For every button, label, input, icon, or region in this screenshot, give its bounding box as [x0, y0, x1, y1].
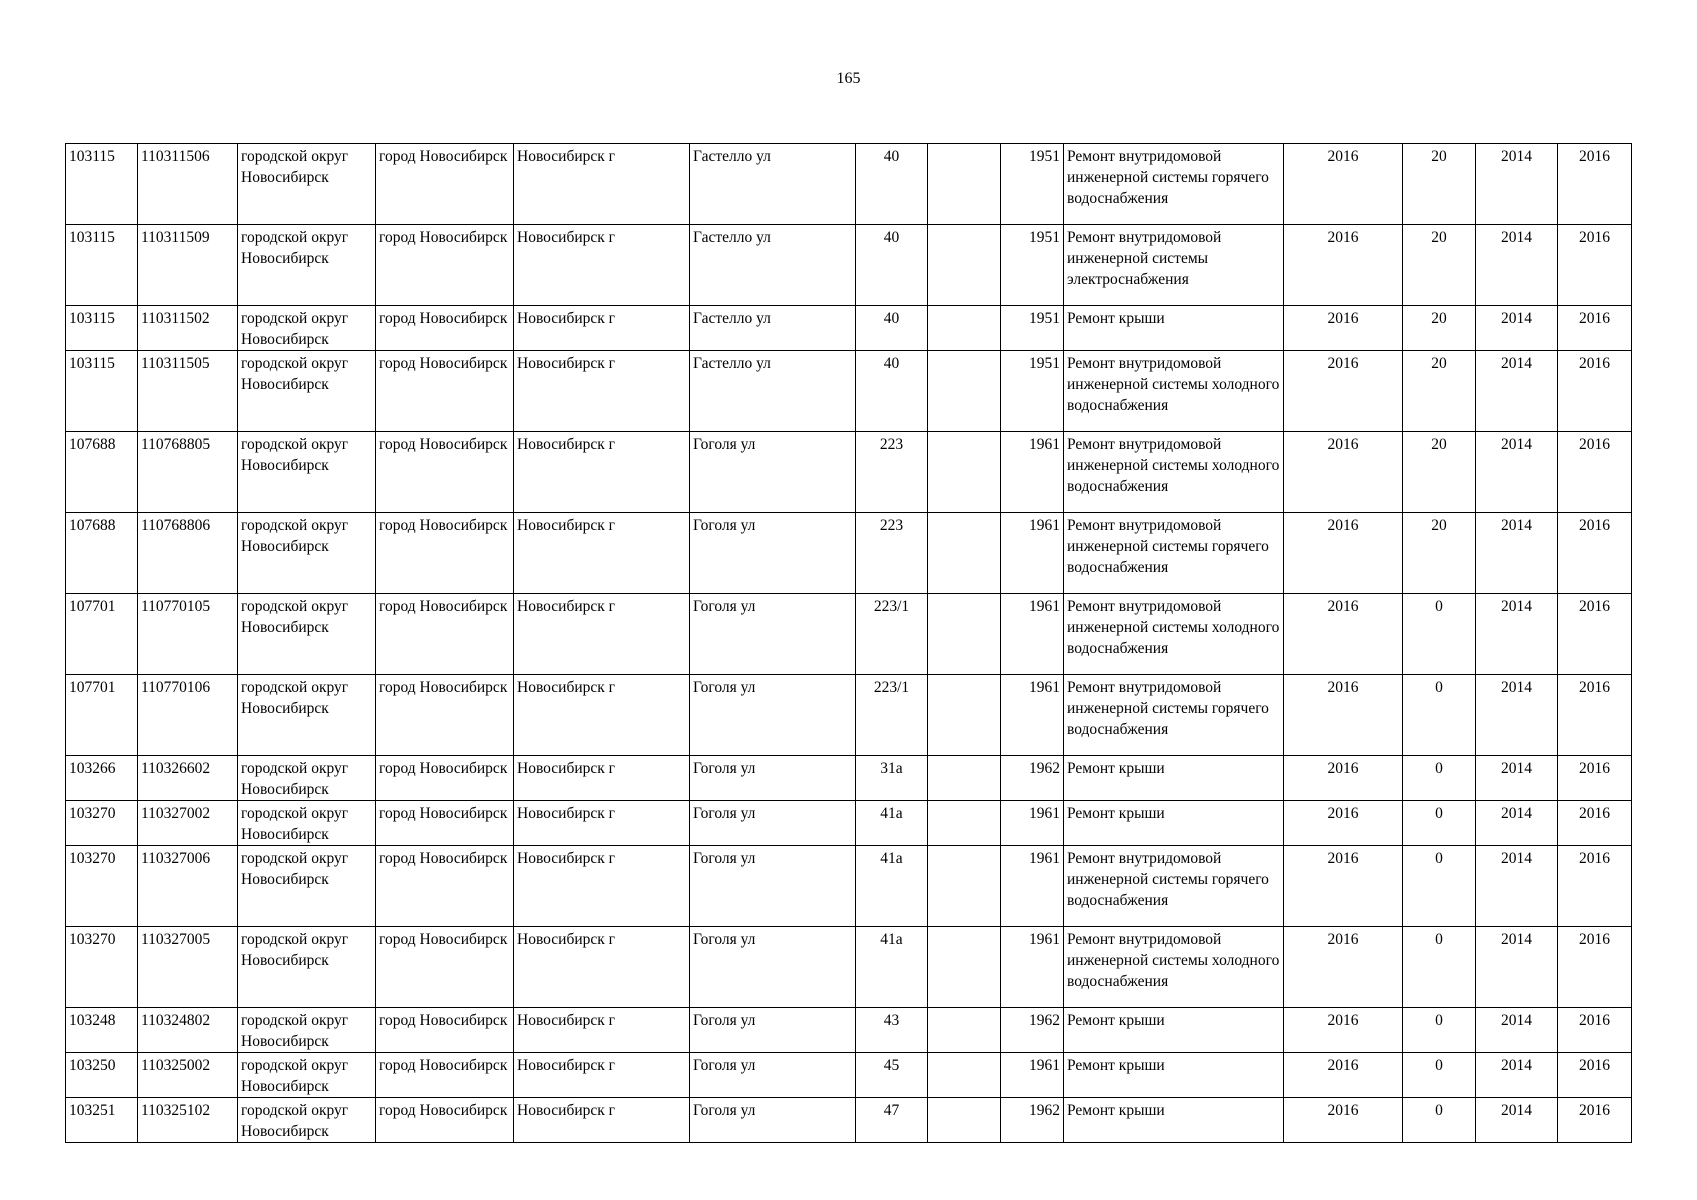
cell-build-year: 1961 — [1001, 846, 1064, 927]
cell-municipal-district: городской округ Новосибирск — [238, 306, 376, 351]
cell-house-id: 107688 — [66, 513, 138, 594]
cell-work-id: 110326602 — [138, 756, 238, 801]
cell-wear-percent: 0 — [1403, 756, 1476, 801]
cell-municipal-district: городской округ Новосибирск — [238, 1008, 376, 1053]
table-body — [66, 144, 1632, 1143]
cell-municipal-district: городской округ Новосибирск — [238, 432, 376, 513]
cell-house-letter — [928, 432, 1001, 513]
cell-work-type: Ремонт внутридомовой инженерной системы холодного водоснабжения — [1064, 351, 1284, 432]
cell-period-start: 2014 — [1476, 1098, 1558, 1143]
cell-locality: Новосибирск г — [514, 675, 690, 756]
cell-build-year: 1961 — [1001, 513, 1064, 594]
cell-period-start: 2014 — [1476, 432, 1558, 513]
cell-wear-percent: 0 — [1403, 594, 1476, 675]
cell-house-id: 103115 — [66, 306, 138, 351]
cell-house-number: 41а — [856, 927, 928, 1008]
cell-build-year: 1961 — [1001, 594, 1064, 675]
cell-house-number: 45 — [856, 1053, 928, 1098]
cell-wear-percent: 20 — [1403, 144, 1476, 225]
cell-house-id: 103115 — [66, 225, 138, 306]
cell-build-year: 1961 — [1001, 801, 1064, 846]
cell-street: Гоголя ул — [690, 756, 856, 801]
cell-period-start: 2014 — [1476, 513, 1558, 594]
cell-work-id: 110311502 — [138, 306, 238, 351]
cell-build-year: 1961 — [1001, 432, 1064, 513]
cell-house-number: 223/1 — [856, 594, 928, 675]
cell-settlement: город Новосибирск — [376, 846, 514, 927]
cell-house-letter — [928, 756, 1001, 801]
cell-work-id: 110770105 — [138, 594, 238, 675]
table-row — [66, 846, 1632, 927]
cell-street: Гоголя ул — [690, 432, 856, 513]
cell-street: Гоголя ул — [690, 1053, 856, 1098]
cell-planned-year: 2016 — [1284, 801, 1403, 846]
cell-street: Гоголя ул — [690, 846, 856, 927]
cell-period-start: 2014 — [1476, 675, 1558, 756]
cell-house-number: 41а — [856, 846, 928, 927]
cell-house-id: 103270 — [66, 801, 138, 846]
cell-house-id: 103115 — [66, 144, 138, 225]
table-row — [66, 1098, 1632, 1143]
cell-settlement: город Новосибирск — [376, 513, 514, 594]
cell-work-id: 110327006 — [138, 846, 238, 927]
cell-planned-year: 2016 — [1284, 846, 1403, 927]
cell-house-id: 107688 — [66, 432, 138, 513]
cell-period-end: 2016 — [1558, 432, 1632, 513]
cell-period-end: 2016 — [1558, 1098, 1632, 1143]
repair-program-table — [65, 143, 1632, 1143]
cell-house-letter — [928, 801, 1001, 846]
cell-house-letter — [928, 846, 1001, 927]
cell-work-id: 110770106 — [138, 675, 238, 756]
cell-period-start: 2014 — [1476, 594, 1558, 675]
cell-period-start: 2014 — [1476, 1053, 1558, 1098]
cell-period-start: 2014 — [1476, 351, 1558, 432]
cell-wear-percent: 20 — [1403, 432, 1476, 513]
cell-house-number: 31а — [856, 756, 928, 801]
cell-planned-year: 2016 — [1284, 1008, 1403, 1053]
cell-period-end: 2016 — [1558, 513, 1632, 594]
cell-wear-percent: 20 — [1403, 225, 1476, 306]
table-row — [66, 756, 1632, 801]
cell-house-number: 223/1 — [856, 675, 928, 756]
cell-house-letter — [928, 594, 1001, 675]
page-number: 165 — [836, 70, 861, 87]
cell-build-year: 1962 — [1001, 756, 1064, 801]
cell-municipal-district: городской округ Новосибирск — [238, 1098, 376, 1143]
cell-locality: Новосибирск г — [514, 144, 690, 225]
cell-period-end: 2016 — [1558, 306, 1632, 351]
cell-locality: Новосибирск г — [514, 432, 690, 513]
cell-period-end: 2016 — [1558, 594, 1632, 675]
cell-house-id: 103251 — [66, 1098, 138, 1143]
cell-locality: Новосибирск г — [514, 513, 690, 594]
table-row — [66, 1008, 1632, 1053]
table-row — [66, 927, 1632, 1008]
cell-period-end: 2016 — [1558, 1053, 1632, 1098]
cell-house-id: 103270 — [66, 927, 138, 1008]
cell-locality: Новосибирск г — [514, 306, 690, 351]
cell-work-id: 110311506 — [138, 144, 238, 225]
cell-build-year: 1961 — [1001, 675, 1064, 756]
cell-work-type: Ремонт крыши — [1064, 306, 1284, 351]
cell-work-type: Ремонт внутридомовой инженерной системы холодного водоснабжения — [1064, 432, 1284, 513]
cell-municipal-district: городской округ Новосибирск — [238, 513, 376, 594]
cell-work-id: 110325102 — [138, 1098, 238, 1143]
cell-locality: Новосибирск г — [514, 801, 690, 846]
cell-municipal-district: городской округ Новосибирск — [238, 927, 376, 1008]
cell-work-id: 110324802 — [138, 1008, 238, 1053]
cell-work-id: 110768805 — [138, 432, 238, 513]
cell-locality: Новосибирск г — [514, 1098, 690, 1143]
cell-build-year: 1951 — [1001, 144, 1064, 225]
cell-street: Гоголя ул — [690, 1098, 856, 1143]
cell-house-number: 40 — [856, 144, 928, 225]
table-row — [66, 594, 1632, 675]
cell-locality: Новосибирск г — [514, 351, 690, 432]
cell-municipal-district: городской округ Новосибирск — [238, 144, 376, 225]
cell-wear-percent: 0 — [1403, 1098, 1476, 1143]
cell-wear-percent: 20 — [1403, 513, 1476, 594]
cell-municipal-district: городской округ Новосибирск — [238, 846, 376, 927]
cell-wear-percent: 0 — [1403, 927, 1476, 1008]
table-row — [66, 351, 1632, 432]
cell-street: Гоголя ул — [690, 513, 856, 594]
cell-period-end: 2016 — [1558, 756, 1632, 801]
cell-period-end: 2016 — [1558, 801, 1632, 846]
cell-house-number: 223 — [856, 432, 928, 513]
cell-street: Гоголя ул — [690, 594, 856, 675]
cell-house-letter — [928, 1053, 1001, 1098]
cell-street: Гоголя ул — [690, 675, 856, 756]
cell-planned-year: 2016 — [1284, 513, 1403, 594]
cell-build-year: 1962 — [1001, 1008, 1064, 1053]
cell-locality: Новосибирск г — [514, 1008, 690, 1053]
cell-house-letter — [928, 927, 1001, 1008]
cell-house-id: 103266 — [66, 756, 138, 801]
cell-house-number: 40 — [856, 306, 928, 351]
cell-work-id: 110327005 — [138, 927, 238, 1008]
cell-house-number: 223 — [856, 513, 928, 594]
cell-period-start: 2014 — [1476, 801, 1558, 846]
cell-period-start: 2014 — [1476, 1008, 1558, 1053]
cell-settlement: город Новосибирск — [376, 225, 514, 306]
table-row — [66, 144, 1632, 225]
cell-period-end: 2016 — [1558, 1008, 1632, 1053]
cell-house-id: 103270 — [66, 846, 138, 927]
cell-period-start: 2014 — [1476, 846, 1558, 927]
cell-period-end: 2016 — [1558, 144, 1632, 225]
cell-house-number: 47 — [856, 1098, 928, 1143]
cell-house-id: 103115 — [66, 351, 138, 432]
cell-work-type: Ремонт внутридомовой инженерной системы холодного водоснабжения — [1064, 927, 1284, 1008]
cell-street: Гастелло ул — [690, 306, 856, 351]
cell-period-start: 2014 — [1476, 225, 1558, 306]
cell-planned-year: 2016 — [1284, 1053, 1403, 1098]
cell-settlement: город Новосибирск — [376, 1098, 514, 1143]
cell-period-end: 2016 — [1558, 675, 1632, 756]
cell-house-letter — [928, 351, 1001, 432]
cell-settlement: город Новосибирск — [376, 1008, 514, 1053]
cell-street: Гастелло ул — [690, 225, 856, 306]
cell-house-number: 43 — [856, 1008, 928, 1053]
cell-work-type: Ремонт внутридомовой инженерной системы электроснабжения — [1064, 225, 1284, 306]
cell-work-type: Ремонт крыши — [1064, 756, 1284, 801]
cell-locality: Новосибирск г — [514, 846, 690, 927]
cell-locality: Новосибирск г — [514, 1053, 690, 1098]
cell-planned-year: 2016 — [1284, 351, 1403, 432]
cell-settlement: город Новосибирск — [376, 351, 514, 432]
cell-settlement: город Новосибирск — [376, 432, 514, 513]
cell-build-year: 1951 — [1001, 225, 1064, 306]
cell-settlement: город Новосибирск — [376, 306, 514, 351]
cell-municipal-district: городской округ Новосибирск — [238, 351, 376, 432]
table-row — [66, 225, 1632, 306]
cell-house-letter — [928, 1098, 1001, 1143]
cell-wear-percent: 20 — [1403, 351, 1476, 432]
cell-work-type: Ремонт крыши — [1064, 1053, 1284, 1098]
cell-work-type: Ремонт крыши — [1064, 1098, 1284, 1143]
cell-municipal-district: городской округ Новосибирск — [238, 675, 376, 756]
cell-period-start: 2014 — [1476, 927, 1558, 1008]
cell-house-id: 103248 — [66, 1008, 138, 1053]
cell-period-start: 2014 — [1476, 306, 1558, 351]
cell-settlement: город Новосибирск — [376, 1053, 514, 1098]
cell-planned-year: 2016 — [1284, 432, 1403, 513]
cell-locality: Новосибирск г — [514, 225, 690, 306]
cell-work-type: Ремонт внутридомовой инженерной системы горячего водоснабжения — [1064, 144, 1284, 225]
cell-work-id: 110325002 — [138, 1053, 238, 1098]
cell-build-year: 1961 — [1001, 927, 1064, 1008]
cell-locality: Новосибирск г — [514, 927, 690, 1008]
cell-wear-percent: 20 — [1403, 306, 1476, 351]
cell-house-id: 107701 — [66, 594, 138, 675]
cell-period-start: 2014 — [1476, 756, 1558, 801]
cell-house-number: 41а — [856, 801, 928, 846]
cell-work-id: 110311505 — [138, 351, 238, 432]
cell-period-end: 2016 — [1558, 846, 1632, 927]
cell-house-number: 40 — [856, 351, 928, 432]
cell-wear-percent: 0 — [1403, 1008, 1476, 1053]
cell-wear-percent: 0 — [1403, 675, 1476, 756]
cell-period-end: 2016 — [1558, 927, 1632, 1008]
cell-house-letter — [928, 144, 1001, 225]
cell-planned-year: 2016 — [1284, 306, 1403, 351]
cell-settlement: город Новосибирск — [376, 675, 514, 756]
cell-settlement: город Новосибирск — [376, 927, 514, 1008]
cell-house-letter — [928, 225, 1001, 306]
cell-period-start: 2014 — [1476, 144, 1558, 225]
table-row — [66, 513, 1632, 594]
cell-street: Гоголя ул — [690, 1008, 856, 1053]
cell-settlement: город Новосибирск — [376, 756, 514, 801]
cell-work-type: Ремонт внутридомовой инженерной системы горячего водоснабжения — [1064, 846, 1284, 927]
cell-municipal-district: городской округ Новосибирск — [238, 1053, 376, 1098]
cell-house-letter — [928, 513, 1001, 594]
cell-street: Гастелло ул — [690, 144, 856, 225]
table-row — [66, 1053, 1632, 1098]
cell-planned-year: 2016 — [1284, 225, 1403, 306]
cell-planned-year: 2016 — [1284, 756, 1403, 801]
cell-house-id: 107701 — [66, 675, 138, 756]
table-row — [66, 432, 1632, 513]
cell-planned-year: 2016 — [1284, 927, 1403, 1008]
cell-municipal-district: городской округ Новосибирск — [238, 756, 376, 801]
cell-wear-percent: 0 — [1403, 846, 1476, 927]
cell-planned-year: 2016 — [1284, 144, 1403, 225]
cell-planned-year: 2016 — [1284, 594, 1403, 675]
cell-house-number: 40 — [856, 225, 928, 306]
table-row — [66, 801, 1632, 846]
cell-work-type: Ремонт крыши — [1064, 801, 1284, 846]
cell-work-type: Ремонт внутридомовой инженерной системы горячего водоснабжения — [1064, 675, 1284, 756]
cell-work-id: 110327002 — [138, 801, 238, 846]
cell-street: Гастелло ул — [690, 351, 856, 432]
cell-municipal-district: городской округ Новосибирск — [238, 801, 376, 846]
cell-settlement: город Новосибирск — [376, 594, 514, 675]
cell-locality: Новосибирск г — [514, 756, 690, 801]
table-row — [66, 675, 1632, 756]
cell-house-letter — [928, 675, 1001, 756]
cell-planned-year: 2016 — [1284, 675, 1403, 756]
cell-locality: Новосибирск г — [514, 594, 690, 675]
cell-planned-year: 2016 — [1284, 1098, 1403, 1143]
cell-build-year: 1962 — [1001, 1098, 1064, 1143]
cell-wear-percent: 0 — [1403, 801, 1476, 846]
cell-build-year: 1951 — [1001, 351, 1064, 432]
cell-settlement: город Новосибирск — [376, 144, 514, 225]
cell-municipal-district: городской округ Новосибирск — [238, 225, 376, 306]
cell-house-letter — [928, 1008, 1001, 1053]
cell-period-end: 2016 — [1558, 225, 1632, 306]
cell-municipal-district: городской округ Новосибирск — [238, 594, 376, 675]
cell-street: Гоголя ул — [690, 801, 856, 846]
cell-work-type: Ремонт крыши — [1064, 1008, 1284, 1053]
cell-work-id: 110311509 — [138, 225, 238, 306]
cell-house-letter — [928, 306, 1001, 351]
cell-build-year: 1951 — [1001, 306, 1064, 351]
cell-work-type: Ремонт внутридомовой инженерной системы холодного водоснабжения — [1064, 594, 1284, 675]
table-row — [66, 306, 1632, 351]
cell-build-year: 1961 — [1001, 1053, 1064, 1098]
cell-wear-percent: 0 — [1403, 1053, 1476, 1098]
cell-work-id: 110768806 — [138, 513, 238, 594]
cell-street: Гоголя ул — [690, 927, 856, 1008]
cell-house-id: 103250 — [66, 1053, 138, 1098]
cell-work-type: Ремонт внутридомовой инженерной системы горячего водоснабжения — [1064, 513, 1284, 594]
cell-settlement: город Новосибирск — [376, 801, 514, 846]
cell-period-end: 2016 — [1558, 351, 1632, 432]
